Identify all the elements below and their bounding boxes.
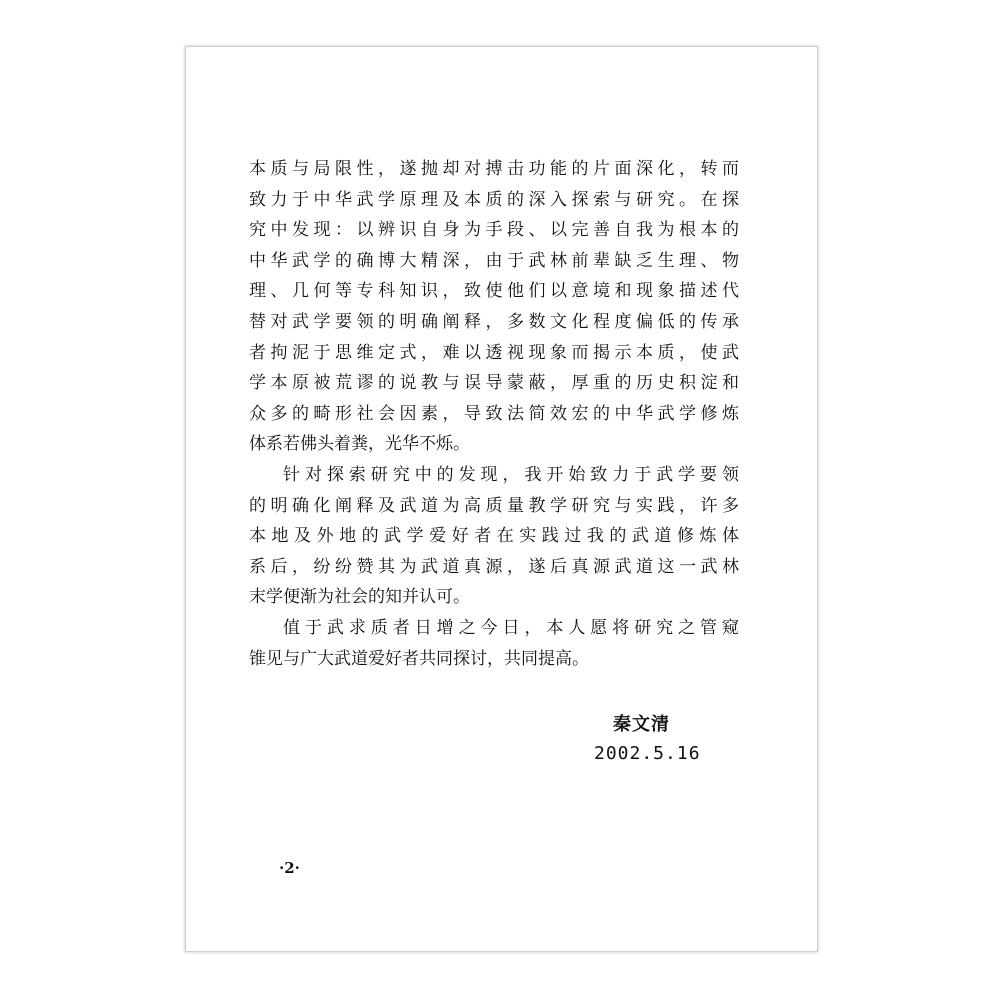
text-line: 替对武学要领的明确阐释，多数文化程度偏低的传承: [249, 311, 739, 332]
author-signature: 秦文清: [613, 714, 670, 735]
page-number: ·2·: [279, 859, 300, 877]
text-line: 众多的畸形社会因素，导致法简效宏的中华武学修炼: [249, 403, 739, 424]
text-line: 锥见与广大武道爱好者共同探讨，共同提高。: [249, 648, 589, 669]
text-line: 体系若佛头着粪，光华不烁。: [249, 434, 470, 455]
text-line: 末学便渐为社会的知并认可。: [249, 587, 470, 608]
text-line: 值于武求质者日增之今日，本人愿将研究之管窥: [283, 617, 739, 638]
text-line: 本地及外地的武学爱好者在实践过我的武道修炼体: [249, 526, 739, 547]
text-line: 系后，纷纷赞其为武道真源，遂后真源武道这一武林: [249, 556, 739, 577]
body-text: [249, 154, 739, 674]
text-line: 理、几何等专科知识，致使他们以意境和现象描述代: [249, 281, 739, 302]
document-page: [185, 46, 818, 952]
text-line: 究中发现：以辨识自身为手段、以完善自我为根本的: [249, 220, 739, 241]
text-line: 的明确化阐释及武道为高质量教学研究与实践，许多: [249, 495, 739, 516]
text-line: 者拘泥于思维定式，难以透视现象而揭示本质，使武: [249, 342, 739, 363]
signature-date: 2002.5.16: [594, 743, 701, 764]
text-line: 学本原被荒谬的说教与误导蒙蔽，厚重的历史积淀和: [249, 373, 739, 394]
text-line: 中华武学的确博大精深，由于武林前辈缺乏生理、物: [249, 250, 739, 271]
text-line: 针对探索研究中的发现，我开始致力于武学要领: [283, 464, 739, 485]
text-line: 本质与局限性，遂抛却对搏击功能的片面深化，转而: [249, 159, 739, 179]
text-line: 致力于中华武学原理及本质的深入探索与研究。在探: [249, 189, 739, 210]
